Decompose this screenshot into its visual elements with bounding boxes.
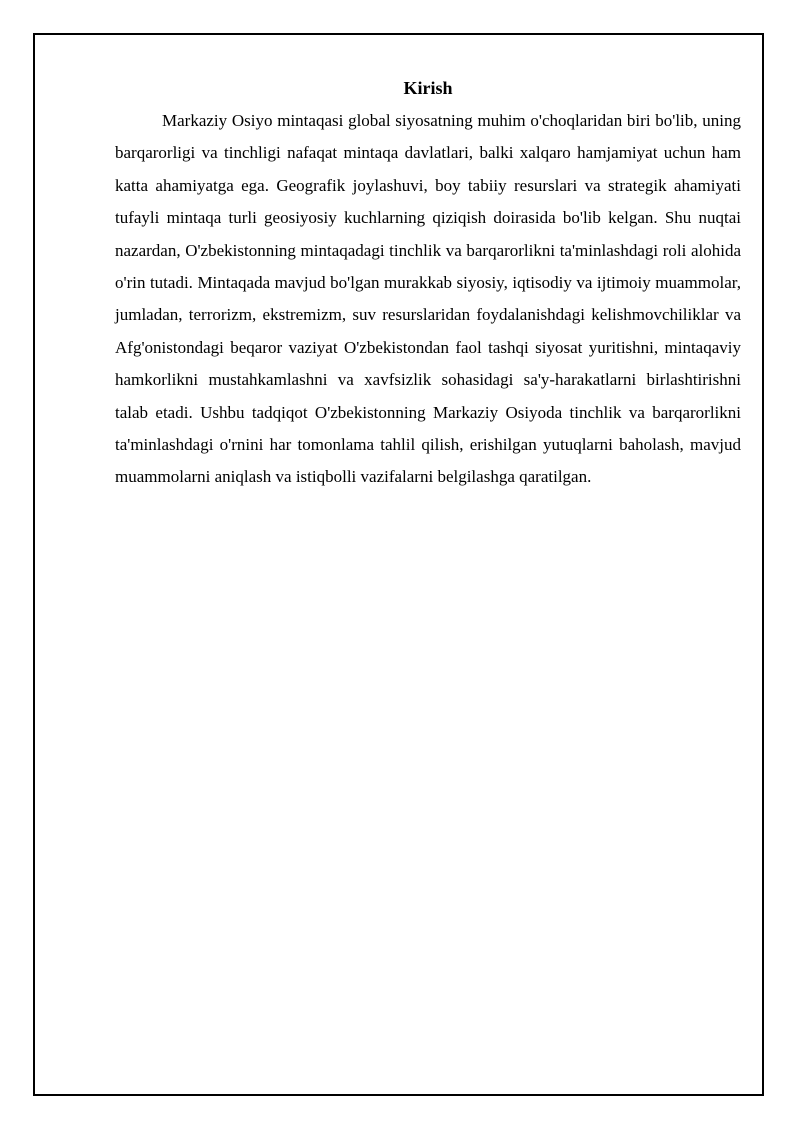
intro-paragraph: Markaziy Osiyo mintaqasi global siyosatning muhim o'choqlaridan biri bo'lib, uning barqarorligi va tinchligi nafaqat mintaqa davlatlari, balki xalqaro hamjamiyat uchun ham katta ahamiyatga ega. Geografik joylashuvi, boy tabiiy resurslari va strategik ahamiyati tufayli mintaqa turli geosiyosiy kuchlarning qiziqish doirasida bo'lib kelgan. Shu nuqtai nazardan, O'zbekistonning mintaqadagi tinchlik va barqarorlikni ta'minlashdagi roli alohida o'rin tutadi. Mintaqada mavjud bo'lgan murakkab siyosiy, iqtisodiy va ijtimoiy muammolar, jumladan, terrorizm, ekstremizm, suv resurslaridan foydalanishdagi kelishmovchiliklar va Afg'onistondagi beqaror vaziyat O'zbekistondan faol tashqi siyosat yuritishni, mintaqaviy hamkorlikni mustahkamlashni va xavfsizlik sohasidagi sa'y-harakatlarni birlashtirishni talab etadi. Ushbu tadqiqot O'zbekistonning Markaziy Osiyoda tinchlik va barqarorlikni ta'minlashdagi o'rnini har tomonlama tahlil qilish, erishilgan yutuqlarni baholash, mavjud muammolarni aniqlash va istiqbolli vazifalarni belgilashga qaratilgan. — [115, 111, 741, 487]
document-title: Kirish — [403, 78, 453, 98]
document-body — [115, 74, 741, 494]
